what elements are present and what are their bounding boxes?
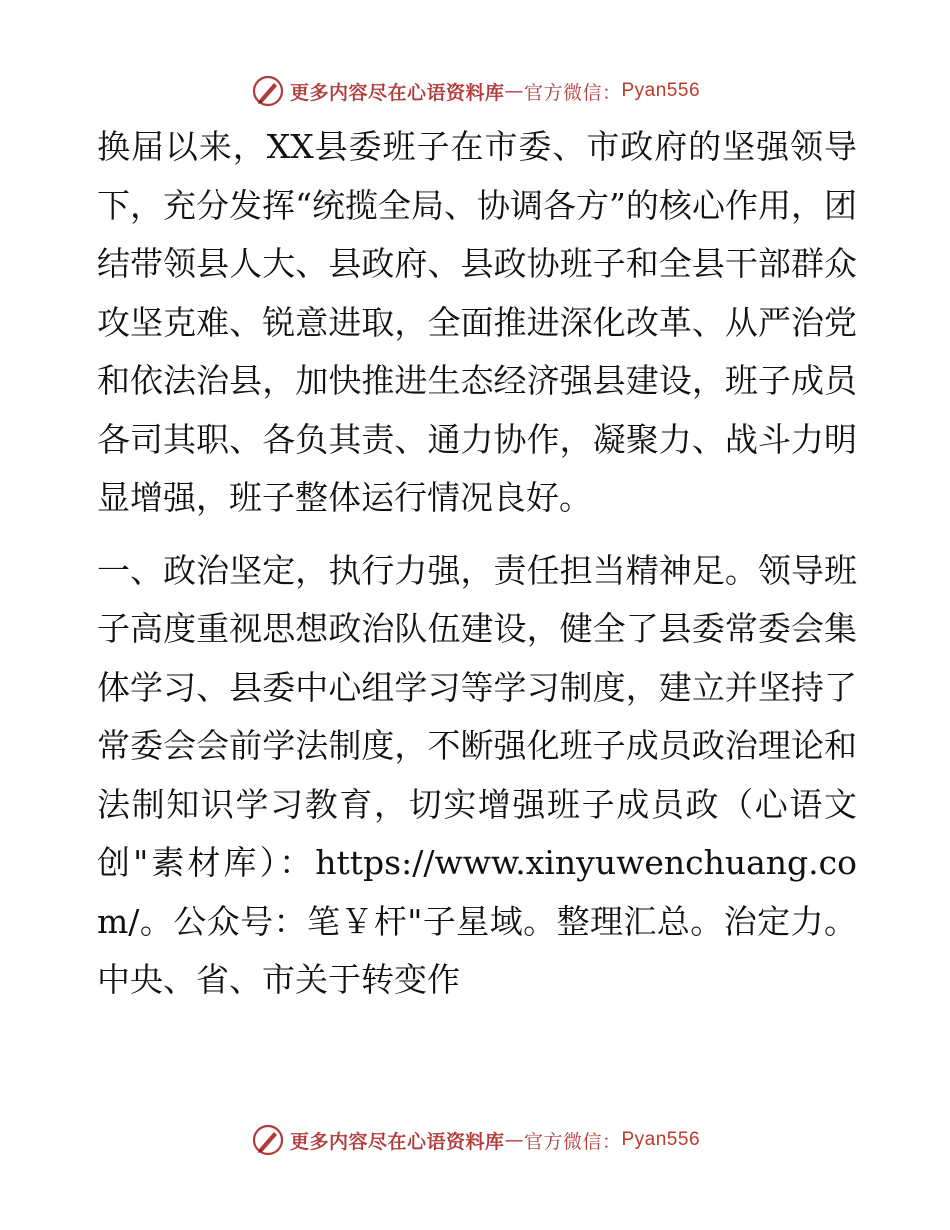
pen-logo-icon xyxy=(250,1122,286,1158)
pen-logo-icon xyxy=(250,73,286,109)
document-body xyxy=(97,118,857,1010)
footer-watermark xyxy=(0,1120,950,1160)
watermark-sub-text: 官方微信： xyxy=(523,81,622,104)
watermark-dash: — xyxy=(504,80,524,102)
paragraph-section-one: 一、政治坚定，执行力强，责任担当精神足。领导班子高度重视思想政治队伍建设，健全了县委常委会集体学习、县委中心组学习等学习制度，建立并坚持了常委会会前学法制度，不断强化班子成员政治理论和法制知识学习教育，切实增强班子成员政（心语文创"素材库）：https://www.xinyuwenchuang.com/。公众号：笔￥杆"子星域。整理汇总。治定力。中央、省、市关于转变作 xyxy=(97,550,857,999)
watermark-main-text: 更多内容尽在心语资料库 xyxy=(289,81,505,104)
watermark-dash: — xyxy=(504,1129,524,1151)
paragraph-intro: 换届以来，XX县委班子在市委、市政府的坚强领导下，充分发挥“统揽全局、协调各方”的核心作用，团结带领县人大、县政府、县政协班子和全县干部群众攻坚克难、锐意进取，全面推进深化改革、从严治党和依法治县，加快推进生态经济强县建设，班子成员各司其职、各负其责、通力协作，凝聚力、战斗力明显增强，班子整体运行情况良好。 xyxy=(97,127,857,517)
watermark-sub-text: 官方微信： xyxy=(523,1130,622,1153)
watermark-wechat-id: Pyan556 xyxy=(621,80,701,101)
watermark-wechat-id: Pyan556 xyxy=(621,1129,701,1150)
watermark-main-text: 更多内容尽在心语资料库 xyxy=(289,1130,505,1153)
header-watermark xyxy=(0,71,950,111)
